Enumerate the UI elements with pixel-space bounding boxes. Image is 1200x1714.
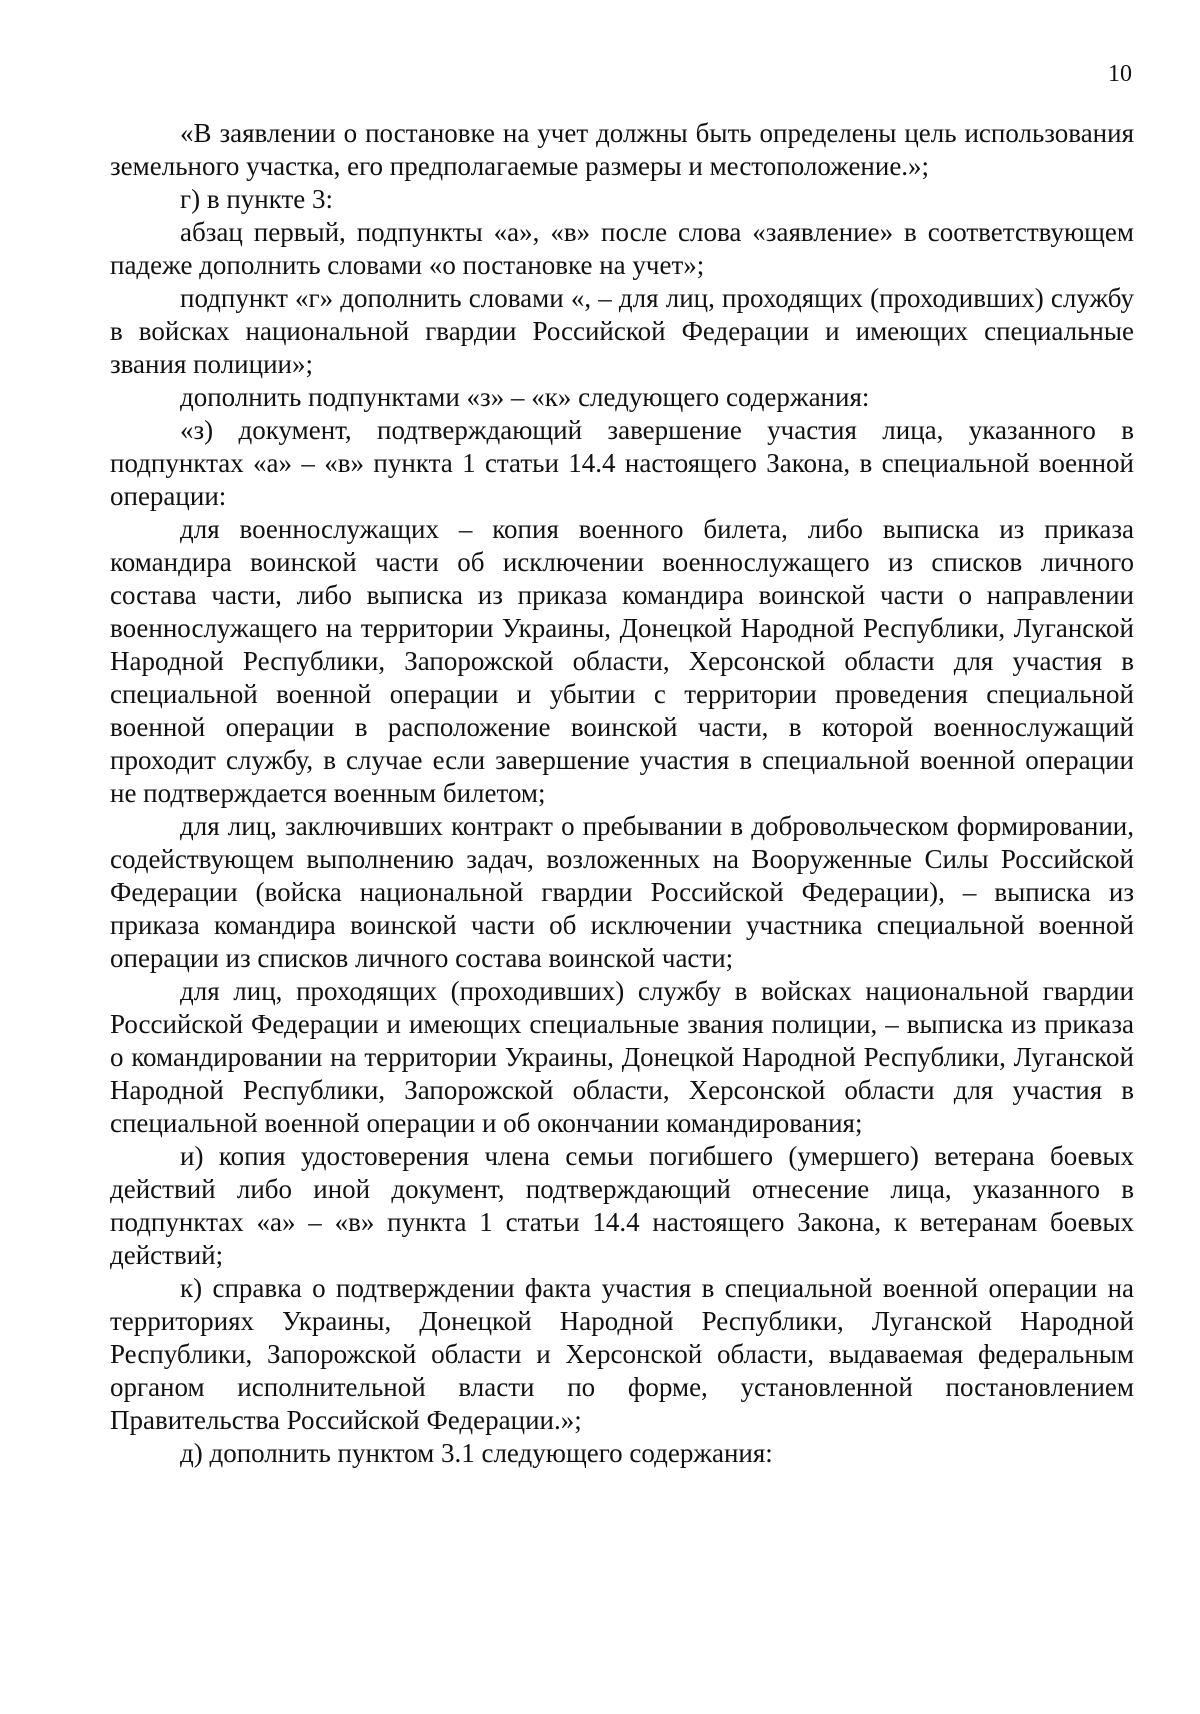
paragraph: «В заявлении о постановке на учет должны быть определены цель использования земельного участка, его предполагаемые размеры и местоположение.»; bbox=[110, 118, 1134, 181]
paragraph: д) дополнить пунктом 3.1 следующего содержания: bbox=[180, 1438, 773, 1468]
paragraph: абзац первый, подпункты «а», «в» после слова «заявление» в соответствующем падеже дополнить словами «о постановке на учет»; bbox=[110, 217, 1134, 280]
paragraph: для военнослужащих – копия военного билета, либо выписка из приказа командира воинской части об исключении военнослужащего из списков личного состава части, либо выписка из приказа командира воинской части о направлении военнослужащего на территории Украины, Донецкой Народной Республики, Луганской Народной Республики, Запорожской области, Херсонской области для участия в специальной военной операции и убытии с территории проведения специальной военной операции в расположение воинской части, в которой военнослужащий проходит службу, в случае если завершение участия в специальной военной операции не подтверждается военным билетом; bbox=[110, 514, 1134, 808]
document-body bbox=[110, 117, 1134, 1470]
paragraph: дополнить подпунктами «з» – «к» следующего содержания: bbox=[180, 382, 870, 412]
paragraph: и) копия удостоверения члена семьи погибшего (умершего) ветерана боевых действий либо иной документ, подтверждающий отнесение лица, указанного в подпунктах «а» – «в» пункта 1 статьи 14.4 настоящего Закона, к ветеранам боевых действий; bbox=[110, 1141, 1134, 1270]
paragraph: подпункт «г» дополнить словами «, – для лиц, проходящих (проходивших) службу в войсках национальной гвардии Российской Федерации и имеющих специальные звания полиции»; bbox=[110, 283, 1134, 379]
paragraph: г) в пункте 3: bbox=[180, 184, 334, 214]
paragraph: «з) документ, подтверждающий завершение участия лица, указанного в подпунктах «а» – «в» пункта 1 статьи 14.4 настоящего Закона, в специальной военной операции: bbox=[110, 415, 1134, 511]
paragraph: для лиц, заключивших контракт о пребывании в добровольческом формировании, содействующем выполнению задач, возложенных на Вооруженные Силы Российской Федерации (войска национальной гвардии Российской Федерации), – выписка из приказа командира воинской части об исключении участника специальной военной операции из списков личного состава воинской части; bbox=[110, 811, 1134, 973]
page-number: 10 bbox=[1108, 61, 1132, 87]
paragraph: для лиц, проходящих (проходивших) службу в войсках национальной гвардии Российской Федерации и имеющих специальные звания полиции, – выписка из приказа о командировании на территории Украины, Донецкой Народной Республики, Луганской Народной Республики, Запорожской области, Херсонской области для участия в специальной военной операции и об окончании командирования; bbox=[110, 976, 1134, 1138]
paragraph: к) справка о подтверждении факта участия в специальной военной операции на территориях Украины, Донецкой Народной Республики, Луганской Народной Республики, Запорожской области и Херсонской области, выдаваемая федеральным органом исполнительной власти по форме, установленной постановлением Правительства Российской Федерации.»; bbox=[110, 1273, 1134, 1435]
